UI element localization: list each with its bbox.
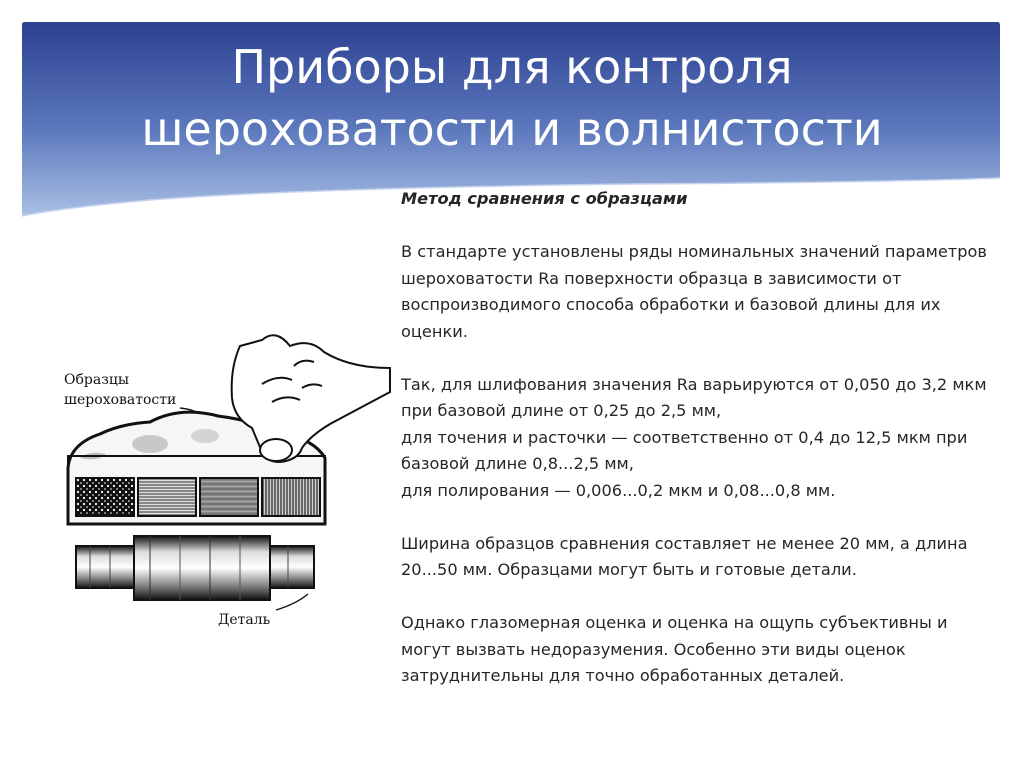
label-part: Деталь	[218, 612, 271, 628]
title-line-2: шероховатости и волнистости	[141, 102, 883, 156]
sample-tile-3	[200, 478, 258, 516]
roughness-comparison-illustration	[40, 328, 400, 648]
sample-tile-2	[138, 478, 196, 516]
label-samples-line-1: Образцы	[64, 372, 129, 388]
text-body	[401, 186, 1001, 690]
sample-tile-1	[76, 478, 134, 516]
paragraph-subjectivity: Однако глазомерная оценка и оценка на ощупь субъективны и могут вызвать недоразумения. Особенно эти виды оценок затруднительны для точно обработанных деталей.	[401, 613, 948, 685]
section-heading: Метод сравнения с образцами	[401, 189, 688, 208]
slide-title	[0, 36, 1024, 160]
part-shaft	[76, 536, 314, 600]
paragraph-standard: В стандарте установлены ряды номинальных значений параметров шероховатости Ra поверхности образца в зависимости от воспроизводимого способа обработки и базовой длины для их оценки.	[401, 242, 987, 341]
label-samples-line-2: шероховатости	[64, 392, 177, 408]
title-line-1: Приборы для контроля	[231, 40, 793, 94]
paragraph-sample-size: Ширина образцов сравнения составляет не менее 20 мм, а длина 20...50 мм. Образцами могут быть и готовые детали.	[401, 533, 968, 579]
paragraph-grinding: Так, для шлифования значения Ra варьируются от 0,050 до 3,2 мкм при базовой длине от 0,25 до 2,5 мм,	[401, 374, 987, 420]
paragraph-polishing: для полирования — 0,006...0,2 мкм и 0,08...0,8 мм.	[401, 480, 836, 500]
sample-tile-4	[262, 478, 320, 516]
paragraph-turning: для точения и расточки — соответственно от 0,4 до 12,5 мкм при базовой длине 0,8...2,5 мм,	[401, 427, 968, 473]
